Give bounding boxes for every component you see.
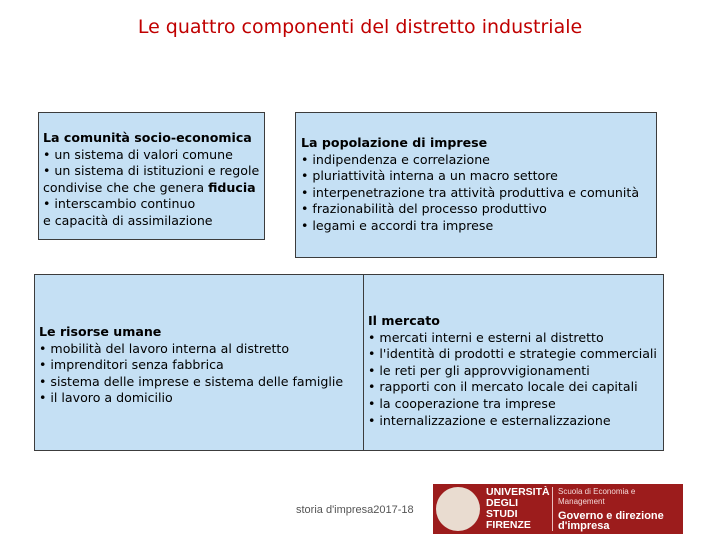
box-heading: La comunità socio-economica xyxy=(43,130,252,145)
box-popolazione-imprese xyxy=(295,112,657,258)
list-item: • interpenetrazione tra attività produttiva e comunità xyxy=(301,184,640,200)
footer-text: storia d'impresa2017-18 xyxy=(296,504,414,516)
list-item: • un sistema di valori comune xyxy=(43,146,233,162)
box-heading: La popolazione di imprese xyxy=(301,135,488,150)
box-mercato xyxy=(364,274,664,451)
list-item: • mobilità del lavoro interna al distretto xyxy=(39,340,290,356)
list-item: • pluriattività interna a un macro settore xyxy=(301,168,558,184)
university-name: UNIVERSITÀ DEGLI STUDI FIRENZE xyxy=(486,487,553,531)
list-item: • le reti per gli approvvigionamenti xyxy=(368,362,590,378)
logo-school: Scuola di Economia e Management xyxy=(558,487,636,506)
list-item: • l'identità di prodotti e strategie commerciali xyxy=(368,346,657,362)
list-item-text: condivise che che genera xyxy=(43,179,209,195)
list-item: • legami e accordi tra imprese xyxy=(301,217,494,233)
university-logo xyxy=(433,484,683,534)
list-item: • imprenditori senza fabbrica xyxy=(39,357,224,373)
box-heading: Il mercato xyxy=(368,313,440,328)
slide-title: Le quattro componenti del distretto industriale xyxy=(137,16,583,38)
list-item: • indipendenza e correlazione xyxy=(301,151,490,167)
list-item: • il lavoro a domicilio xyxy=(39,390,173,406)
logo-course-name: Governo e direzione d'impresa xyxy=(558,510,664,532)
list-item xyxy=(43,180,264,197)
list-item: e capacità di assimilazione xyxy=(43,212,213,228)
list-item: • sistema delle imprese e sistema delle famiglie xyxy=(39,373,344,389)
university-seal-icon xyxy=(436,487,480,531)
box-comunita xyxy=(38,112,265,240)
logo-course xyxy=(558,487,683,531)
bold-word: fiducia xyxy=(208,179,256,195)
list-item: • mercati interni e esterni al distretto xyxy=(368,329,604,345)
list-item: • interscambio continuo xyxy=(43,196,196,212)
box-heading: Le risorse umane xyxy=(39,324,162,339)
list-item: • la cooperazione tra imprese xyxy=(368,395,556,411)
box-risorse-umane xyxy=(34,274,364,451)
list-item: • frazionabilità del processo produttivo xyxy=(301,201,547,217)
list-item: • un sistema di istituzioni e regole xyxy=(43,163,260,179)
list-item: • internalizzazione e esternalizzazione xyxy=(368,412,611,428)
list-item: • rapporti con il mercato locale dei capitali xyxy=(368,379,638,395)
